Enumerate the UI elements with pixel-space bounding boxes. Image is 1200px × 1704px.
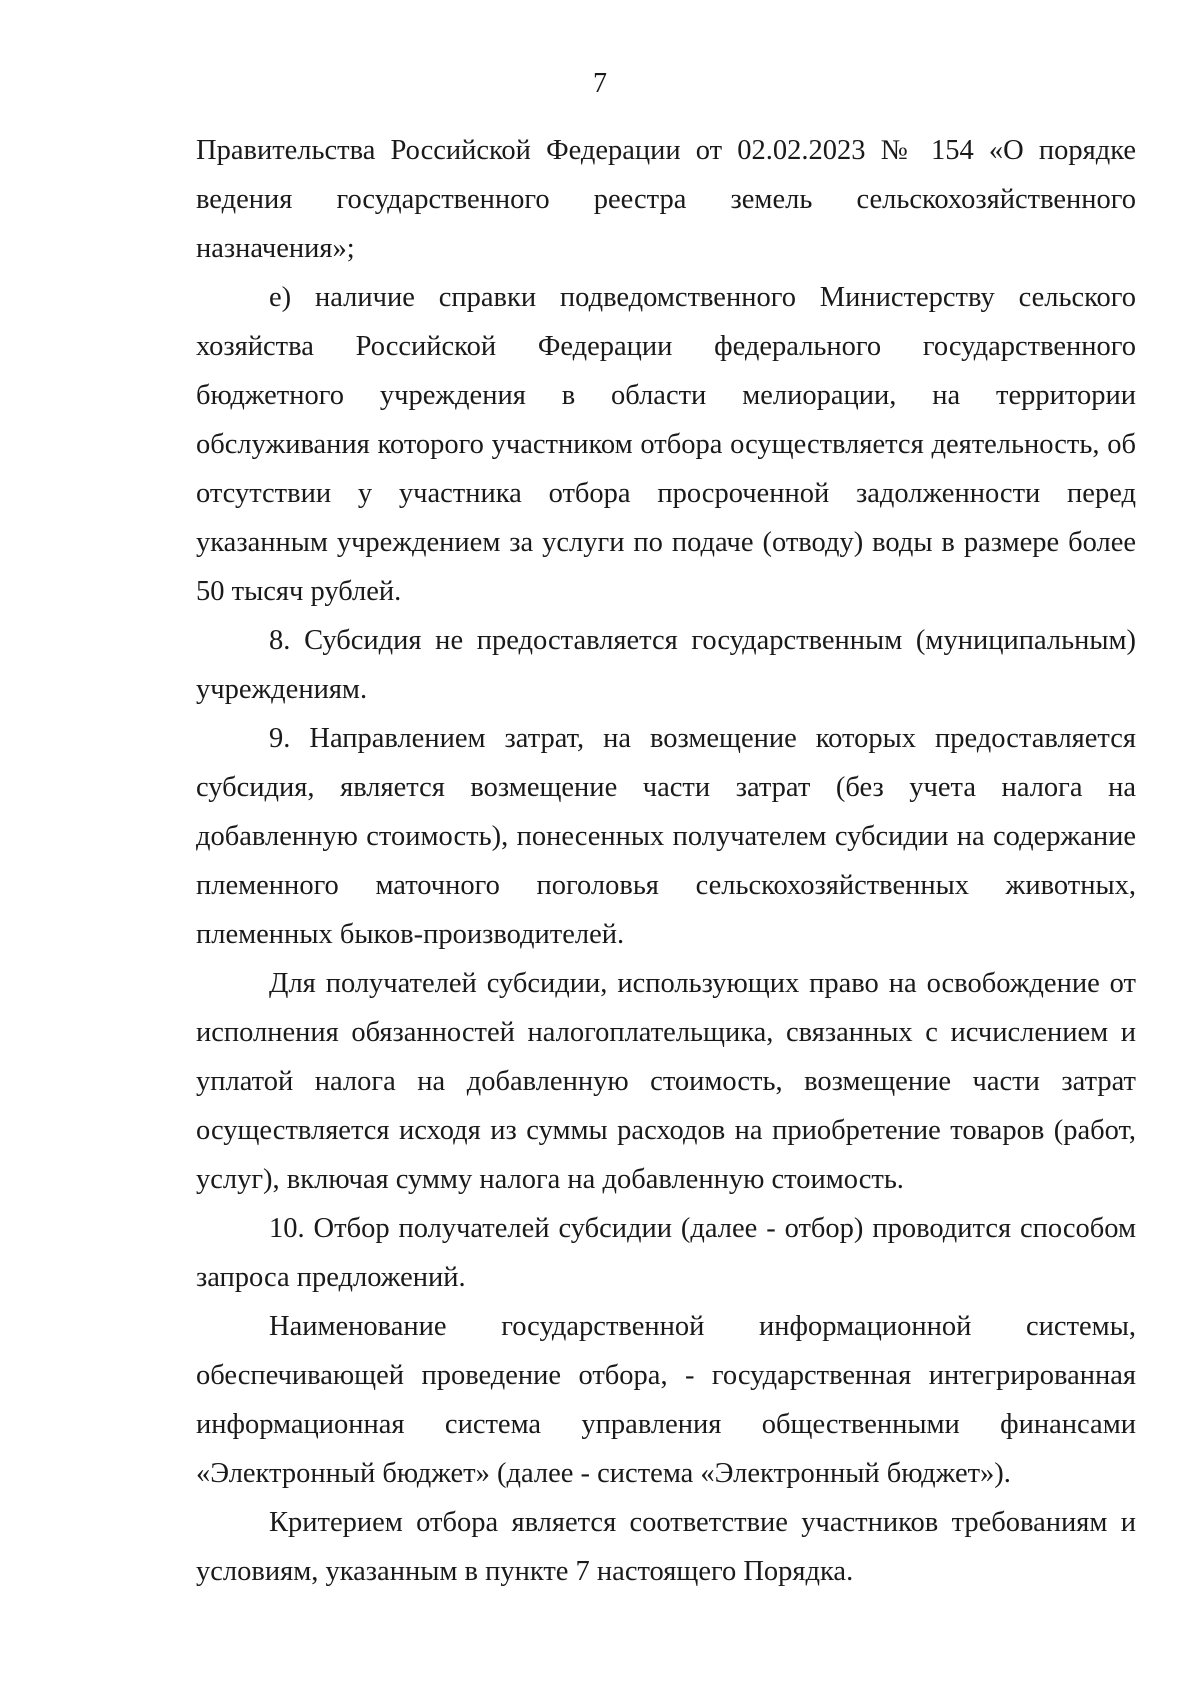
paragraph-clause-9: 9. Направлением затрат, на возмещение которых предоставляется субсидия, является возмещение части затрат (без учета налога на добавленную стоимость), понесенных получателем субсидии на содержание племенного маточного поголовья сельскохозяйственных животных, племенных быков-производителей. (196, 723, 1136, 950)
paragraph-clause-8: 8. Субсидия не предоставляется государственным (муниципальным) учреждениям. (196, 625, 1136, 705)
paragraph-item-e: е) наличие справки подведомственного Министерству сельского хозяйства Российской Федерации федерального государственного бюджетного учреждения в области мелиорации, на территории обслуживания которого участником отбора осуществляется деятельность, об отсутствии у участника отбора просроченной задолженности перед указанным учреждением за услуги по подаче (отводу) воды в размере более 50 тысяч рублей. (196, 282, 1136, 607)
paragraph-selection-criterion: Критерием отбора является соответствие участников требованиям и условиям, указанным в пункте 7 настоящего Порядка. (196, 1507, 1136, 1587)
paragraph-clause-10: 10. Отбор получателей субсидии (далее - отбор) проводится способом запроса предложений. (196, 1213, 1136, 1293)
paragraph-vat-exemption: Для получателей субсидии, использующих право на освобождение от исполнения обязанностей налогоплательщика, связанных с исчислением и уплатой налога на добавленную стоимость, возмещение части затрат осуществляется исходя из суммы расходов на приобретение товаров (работ, услуг), включая сумму налога на добавленную стоимость. (196, 968, 1136, 1195)
paragraph-continuation: Правительства Российской Федерации от 02.02.2023 № 154 «О порядке ведения государственного реестра земель сельскохозяйственного назначения»; (196, 135, 1136, 264)
page-number: 7 (593, 68, 607, 99)
paragraph-information-system: Наименование государственной информационной системы, обеспечивающей проведение отбора, - государственная интегрированная информационная система управления общественными финансами «Электронный бюджет» (далее - система «Электронный бюджет»). (196, 1311, 1136, 1489)
document-body (196, 126, 1136, 1596)
